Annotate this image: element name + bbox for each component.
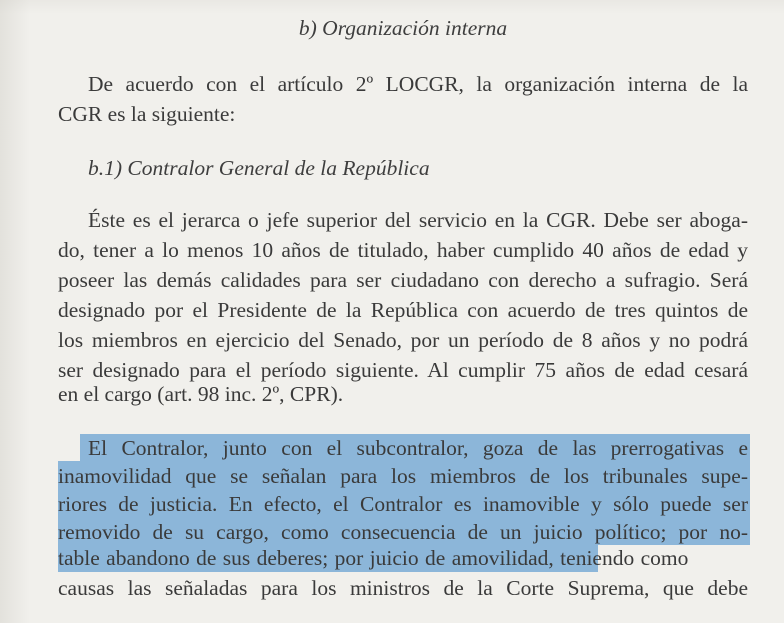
paragraph-2-line-2: do, tener a lo menos 10 años de titulado, haber cumplido 40 años de edad y bbox=[58, 238, 748, 262]
paragraph-3-line-4[interactable]: removido de su cargo, como consecuencia de un juicio político; por no- bbox=[58, 520, 748, 544]
paragraph-2-line-7: en el cargo (art. 98 inc. 2º, CPR). bbox=[58, 382, 344, 406]
paragraph-3-line-1[interactable]: El Contralor, junto con el subcontralor, goza de las prerrogativas e bbox=[88, 436, 748, 460]
paragraph-1-line-1: De acuerdo con el artículo 2º LOCGR, la organización interna de la bbox=[88, 72, 748, 96]
paragraph-2-line-1: Éste es el jerarca o jefe superior del servicio en la CGR. Debe ser aboga- bbox=[88, 208, 748, 232]
paragraph-3-line-5[interactable] bbox=[58, 544, 748, 572]
paragraph-2-line-4: designado por el Presidente de la República con acuerdo de tres quintos de bbox=[58, 298, 748, 322]
section-heading-b1: b.1) Contralor General de la República bbox=[88, 156, 430, 180]
paragraph-2-line-5: los miembros en ejercicio del Senado, por un período de 8 años y no podrá bbox=[58, 328, 748, 352]
unhighlighted-text: , teniendo como bbox=[548, 546, 689, 570]
section-heading-b: b) Organización interna bbox=[298, 16, 508, 40]
paragraph-1-line-2: CGR es la siguiente: bbox=[58, 102, 236, 126]
paragraph-2-line-3: poseer las demás calidades para ser ciudadano con derecho a sufragio. Será bbox=[58, 268, 748, 292]
highlighted-text[interactable]: table abandono de sus deberes; por juicio de amovilidad bbox=[58, 546, 549, 570]
paragraph-3-line-2[interactable]: inamovilidad que se señalan para los miembros de los tribunales supe- bbox=[58, 464, 748, 488]
paragraph-2-line-6: ser designado para el período siguiente. Al cumplir 75 años de edad cesará bbox=[58, 358, 748, 382]
paragraph-3-line-6: causas las señaladas para los ministros de la Corte Suprema, que debe bbox=[58, 576, 748, 600]
paragraph-3-line-3[interactable]: riores de justicia. En efecto, el Contralor es inamovible y sólo puede ser bbox=[58, 492, 748, 516]
